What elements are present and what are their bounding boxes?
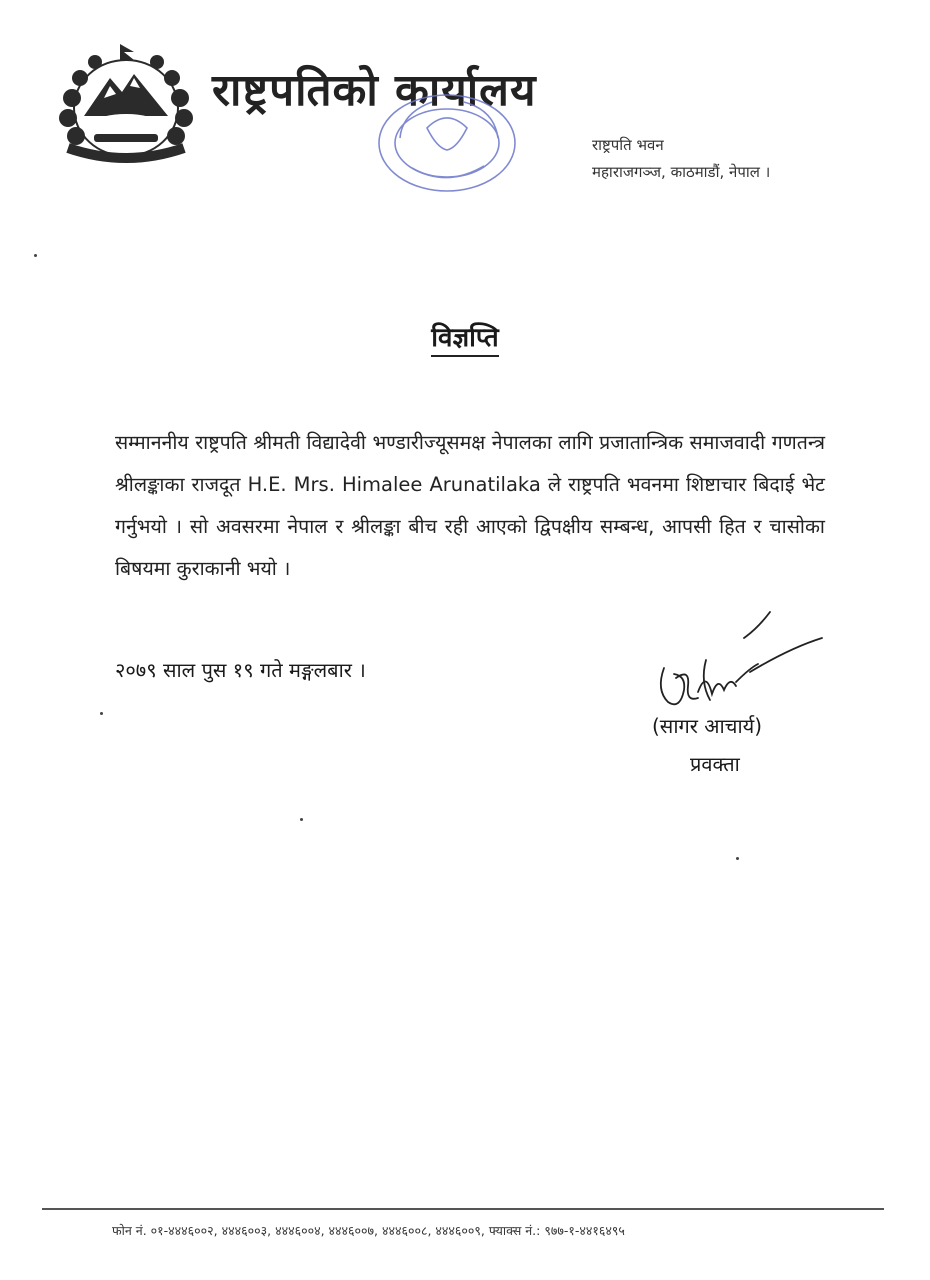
scan-speck <box>736 857 739 860</box>
notice-date: २०७९ साल पुस १९ गते मङ्गलबार । <box>115 658 366 682</box>
office-seal-stamp <box>372 88 522 198</box>
handwritten-signature <box>640 598 830 718</box>
scan-speck <box>34 254 37 257</box>
national-emblem-icon <box>50 38 202 170</box>
scan-speck <box>100 712 103 715</box>
footer-contact: फोन नं. ०१-४४४६००२, ४४४६००३, ४४४६००४, ४४४६००७, ४४४६००८, ४४४६००९, फ्याक्स नं.: ९७७-१-४४१६४९५ <box>112 1223 625 1238</box>
notice-heading-text: विज्ञप्ति <box>431 323 498 357</box>
address-line-2: महाराजगञ्ज, काठमाडौं, नेपाल । <box>592 163 771 181</box>
signer-name: (सागर आचार्य) <box>652 714 763 738</box>
notice-heading <box>0 318 930 354</box>
address-line-1: राष्ट्रपति भवन <box>592 136 664 154</box>
signer-title: प्रवक्ता <box>690 752 740 776</box>
scan-speck <box>300 818 303 821</box>
footer-divider <box>42 1208 884 1210</box>
notice-body: सम्माननीय राष्ट्रपति श्रीमती विद्यादेवी भण्डारीज्यूसमक्ष नेपालका लागि प्रजातान्त्रिक समाजवादी गणतन्त्र श्रीलङ्काका राजदूत H.E. Mrs. Himalee Arunatilaka ले राष्ट्रपति भवनमा शिष्टाचार बिदाई भेट गर्नुभयो । सो अवसरमा नेपाल र श्रीलङ्का बीच रही आएको द्विपक्षीय सम्बन्ध, आपसी हित र चासोका बिषयमा कुराकानी भयो । <box>115 431 825 580</box>
office-title: राष्ट्रपतिको कार्यालय <box>212 65 537 116</box>
